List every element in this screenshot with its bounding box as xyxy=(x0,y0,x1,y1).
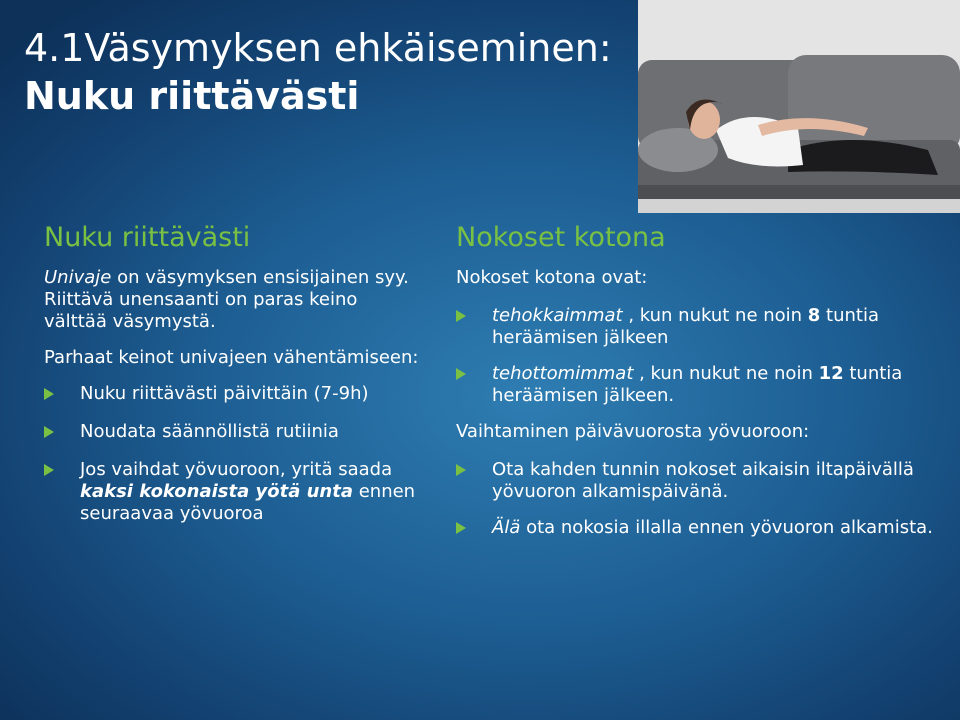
right-bullet-list-2 xyxy=(456,459,936,539)
left-bullet-1 xyxy=(44,383,424,405)
right-paragraph-1: Nokoset kotona ovat: xyxy=(456,267,648,288)
left-bullet-2 xyxy=(44,421,424,443)
left-bullet-3-post: ennen seuraavaa yövuoroa xyxy=(80,481,416,524)
right-bullet-4-term: Älä xyxy=(492,517,521,538)
right-paragraph-2: Vaihtaminen päivävuorosta yövuoroon: xyxy=(456,421,810,442)
right-bullet-2-hours: 12 xyxy=(818,363,844,384)
triangle-bullet-icon xyxy=(456,522,466,534)
right-bullet-4-post: ota nokosia illalla ennen yövuoron alkamista. xyxy=(520,517,933,538)
right-bullet-3-text: Ota kahden tunnin nokoset aikaisin iltapäivällä yövuoron alkamispäivänä. xyxy=(492,459,914,502)
right-bullet-2-mid: , kun nukut ne noin xyxy=(633,363,819,384)
right-bullet-3 xyxy=(456,459,936,503)
right-bullet-1-term: tehokkaimmat xyxy=(492,305,623,326)
title-line-1: 4.1Väsymyksen ehkäiseminen: xyxy=(24,26,612,70)
univaje-term: Univaje xyxy=(44,267,112,288)
title-line-2: Nuku riittävästi xyxy=(24,73,360,118)
left-column xyxy=(44,222,424,541)
right-bullet-1-mid: , kun nukut ne noin xyxy=(622,305,808,326)
left-bullet-3-emphasis: kaksi kokonaista yötä unta xyxy=(80,481,353,502)
slide-title xyxy=(24,26,924,119)
triangle-bullet-icon xyxy=(456,464,466,476)
left-bullet-3-pre: Jos vaihdat yövuoroon, yritä saada xyxy=(80,459,393,480)
left-bullet-3 xyxy=(44,459,424,525)
left-bullet-2-text: Noudata säännöllistä rutiinia xyxy=(80,421,339,442)
left-bullet-1-text: Nuku riittävästi päivittäin (7-9h) xyxy=(80,383,369,404)
right-heading: Nokoset kotona xyxy=(456,222,666,253)
right-bullet-1-post: tuntia heräämisen jälkeen xyxy=(492,305,880,348)
triangle-bullet-icon xyxy=(44,388,54,400)
right-bullet-4 xyxy=(456,517,936,539)
right-bullet-2-term: tehottomimmat xyxy=(492,363,634,384)
right-bullet-2 xyxy=(456,363,936,407)
right-bullet-2-post: tuntia heräämisen jälkeen. xyxy=(492,363,903,406)
right-bullet-1-hours: 8 xyxy=(807,305,821,326)
left-bullet-list xyxy=(44,383,424,525)
triangle-bullet-icon xyxy=(44,426,54,438)
left-paragraph-2: Parhaat keinot univajeen vähentämiseen: xyxy=(44,347,419,368)
triangle-bullet-icon xyxy=(456,368,466,380)
triangle-bullet-icon xyxy=(456,310,466,322)
right-column xyxy=(456,222,936,553)
left-heading: Nuku riittävästi xyxy=(44,222,251,253)
left-paragraph-1-text: on väsymyksen ensisijainen syy. Riittävä unensaanti on paras keino välttää väsymystä. xyxy=(44,267,409,332)
triangle-bullet-icon xyxy=(44,464,54,476)
left-paragraph-1 xyxy=(44,267,424,333)
right-bullet-1 xyxy=(456,305,936,349)
right-bullet-list-1 xyxy=(456,305,936,407)
